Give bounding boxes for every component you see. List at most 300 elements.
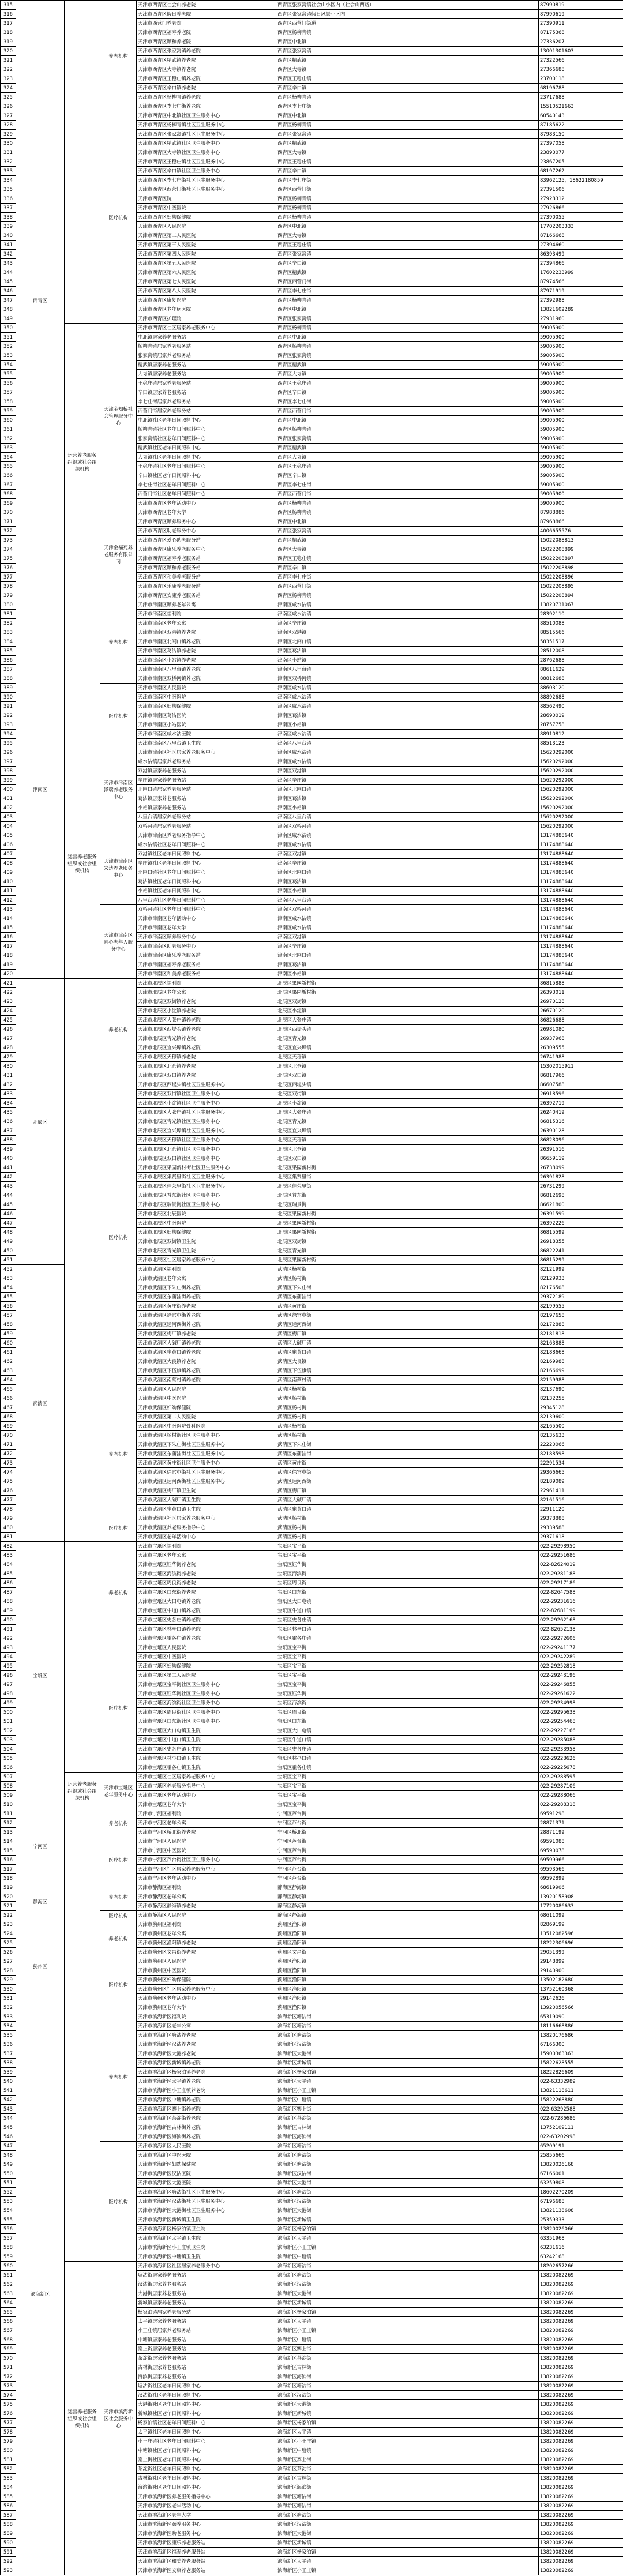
- row-number-cell: 485: [1, 1569, 16, 1579]
- address-cell: 宝坻区宝平街: [276, 1680, 539, 1689]
- institution-name-cell: 天津市津南区中医医院: [137, 693, 276, 702]
- table-row: [1, 1, 623, 10]
- region-cell: 西青区: [16, 1, 65, 600]
- row-number-cell: 397: [1, 757, 16, 767]
- phone-cell: 15620292000: [539, 813, 623, 822]
- row-number-cell: 392: [1, 711, 16, 720]
- phone-cell: 13820082269: [539, 2455, 623, 2465]
- phone-cell: 86659119: [539, 1154, 623, 1163]
- address-cell: 滨海新区新城镇: [276, 2409, 539, 2419]
- address-cell: 滨海新区塘沽街: [276, 2022, 539, 2031]
- address-cell: 武清区杨村街: [276, 1394, 539, 1403]
- row-number-cell: 464: [1, 1376, 16, 1385]
- address-cell: 津南区辛庄镇: [276, 942, 539, 951]
- phone-cell: 15302015911: [539, 1062, 623, 1071]
- phone-cell: 13820082269: [539, 2539, 623, 2548]
- address-cell: 宝坻区口东街: [276, 1717, 539, 1726]
- institution-name-cell: 寨上街居家养老服务站: [137, 2345, 276, 2354]
- row-number-cell: 381: [1, 610, 16, 619]
- phone-cell: 28512008: [539, 647, 623, 656]
- phone-cell: 29148899: [539, 1957, 623, 1966]
- row-number-cell: 325: [1, 93, 16, 102]
- address-cell: 武清区杨村街: [276, 1422, 539, 1431]
- address-cell: 宝坻区周良街: [276, 1579, 539, 1588]
- category-cell: 运营养老服务组织或社会组织机构: [65, 748, 100, 979]
- phone-cell: 86815888: [539, 979, 623, 988]
- address-cell: 西青区张家窝镇: [276, 434, 539, 444]
- row-number-cell: 402: [1, 803, 16, 813]
- table-row: [1, 1883, 623, 1892]
- category-cell: [65, 1920, 100, 2012]
- address-cell: 滨海新区古林街: [276, 2363, 539, 2372]
- row-number-cell: 514: [1, 1837, 16, 1846]
- row-number-cell: 425: [1, 1016, 16, 1025]
- address-cell: 津南区咸水沽镇: [276, 702, 539, 711]
- row-number-cell: 452: [1, 1265, 16, 1274]
- institution-name-cell: 古林街居家养老服务站: [137, 2363, 276, 2372]
- phone-cell: 86815316: [539, 1117, 623, 1126]
- phone-cell: 67196688: [539, 2197, 623, 2206]
- phone-cell: 13174888640: [539, 942, 623, 951]
- row-number-cell: 571: [1, 2363, 16, 2372]
- phone-cell: 13821138608: [539, 2206, 623, 2215]
- row-number-cell: 376: [1, 564, 16, 573]
- institution-name-cell: 王稳庄镇社区老年日间照料中心: [137, 462, 276, 471]
- institution-name-cell: 天津市西青区王稳庄镇养老院: [137, 74, 276, 84]
- phone-cell: 26670120: [539, 1007, 623, 1016]
- institution-name-cell: 小站镇社区老年日间照料中心: [137, 887, 276, 896]
- institution-name-cell: 天津市滨海新区海滨街养老院: [137, 2132, 276, 2142]
- row-number-cell: 494: [1, 1653, 16, 1662]
- address-cell: 北辰区大张庄镇: [276, 1016, 539, 1025]
- row-number-cell: 484: [1, 1560, 16, 1569]
- phone-cell: 022-82681199: [539, 1606, 623, 1616]
- type-cell: 医疗机构: [100, 1957, 137, 2012]
- phone-cell: 28757758: [539, 720, 623, 730]
- address-cell: 滨海新区大港街: [276, 2529, 539, 2539]
- phone-cell: 82166699: [539, 1366, 623, 1376]
- phone-cell: 87974566: [539, 277, 623, 287]
- row-number-cell: 380: [1, 600, 16, 610]
- address-cell: 津南区辛庄镇: [276, 619, 539, 628]
- phone-cell: 022-29246855: [539, 1680, 623, 1689]
- institution-name-cell: 天津市西青区妇幼保健院: [137, 213, 276, 222]
- phone-cell: 18222306696: [539, 1939, 623, 1948]
- phone-cell: 59005900: [539, 351, 623, 361]
- institution-name-cell: 天津市津南区葛沽医院: [137, 711, 276, 720]
- institution-name-cell: 天津市滨海新区中塘镇养老院: [137, 2096, 276, 2105]
- institution-name-cell: 天津市西青区康乐养老服务中心: [137, 545, 276, 554]
- phone-cell: 23867205: [539, 157, 623, 167]
- row-number-cell: 466: [1, 1394, 16, 1403]
- phone-cell: 13820082269: [539, 2557, 623, 2566]
- row-number-cell: 547: [1, 2142, 16, 2151]
- row-number-cell: 542: [1, 2096, 16, 2105]
- phone-cell: 25855666: [539, 2151, 623, 2160]
- type-cell: 医疗机构: [100, 684, 137, 748]
- row-number-cell: 531: [1, 1994, 16, 2003]
- institution-name-cell: 天津市西青区颐养服务中心: [137, 517, 276, 527]
- address-cell: 武清区梅厂镇: [276, 1330, 539, 1339]
- row-number-cell: 428: [1, 1043, 16, 1053]
- row-number-cell: 419: [1, 960, 16, 970]
- row-number-cell: 552: [1, 2188, 16, 2197]
- phone-cell: 13174888640: [539, 896, 623, 905]
- phone-cell: 59005900: [539, 416, 623, 425]
- row-number-cell: 564: [1, 2299, 16, 2308]
- institution-name-cell: 天津市北辰区佳荣里街社区卫生服务中心: [137, 1182, 276, 1191]
- address-cell: 滨海新区杨家泊镇: [276, 2419, 539, 2428]
- address-cell: 滨海新区小王庄镇: [276, 2086, 539, 2096]
- institution-name-cell: 天津市蓟州区妇幼保健院: [137, 1976, 276, 1985]
- phone-cell: 59005900: [539, 342, 623, 351]
- institution-name-cell: 天津市蓟州区文昌街养老院: [137, 1948, 276, 1957]
- phone-cell: 13174888640: [539, 970, 623, 979]
- address-cell: 西青区西营门街: [276, 582, 539, 591]
- type-cell: 医疗机构: [100, 2142, 137, 2262]
- row-number-cell: 487: [1, 1588, 16, 1597]
- institution-name-cell: 天津市武清区第二人民医院: [137, 1413, 276, 1422]
- row-number-cell: 454: [1, 1283, 16, 1293]
- address-cell: 西青区中北镇: [276, 517, 539, 527]
- row-number-cell: 583: [1, 2474, 16, 2483]
- institution-name-cell: 天津市宝坻区牛道口镇卫生院: [137, 1736, 276, 1745]
- phone-cell: 17702203333: [539, 222, 623, 231]
- row-number-cell: 488: [1, 1597, 16, 1606]
- phone-cell: 15022208898: [539, 564, 623, 573]
- phone-cell: 69592899: [539, 1874, 623, 1883]
- row-number-cell: 541: [1, 2086, 16, 2096]
- row-number-cell: 439: [1, 1145, 16, 1154]
- phone-cell: 13820082269: [539, 2566, 623, 2575]
- institution-name-cell: 天津市宝坻区史各庄镇养老院: [137, 1616, 276, 1625]
- address-cell: 北辰区双口镇: [276, 1154, 539, 1163]
- row-number-cell: 405: [1, 831, 16, 840]
- phone-cell: 13820082269: [539, 2271, 623, 2280]
- row-number-cell: 570: [1, 2354, 16, 2363]
- phone-cell: 86812698: [539, 1191, 623, 1200]
- phone-cell: 22291534: [539, 1459, 623, 1468]
- row-number-cell: 537: [1, 2049, 16, 2059]
- phone-cell: 26391516: [539, 1145, 623, 1154]
- address-cell: 津南区小站镇: [276, 970, 539, 979]
- address-cell: 宝坻区口东街: [276, 1588, 539, 1597]
- institution-name-cell: 天津市西青区辛口镇社区卫生服务中心: [137, 167, 276, 176]
- institution-name-cell: 天津市北辰区集贤里街社区卫生服务中心: [137, 1173, 276, 1182]
- institution-name-cell: 天津市滨海新区老年公寓: [137, 2022, 276, 2031]
- address-cell: 滨海新区塘沽街: [276, 2188, 539, 2197]
- phone-cell: 65209191: [539, 2142, 623, 2151]
- phone-cell: 022-82647588: [539, 1588, 623, 1597]
- row-number-cell: 342: [1, 250, 16, 259]
- row-number-cell: 521: [1, 1902, 16, 1911]
- row-number-cell: 449: [1, 1237, 16, 1246]
- institution-name-cell: 天津市滨海新区小王庄镇养老院: [137, 2086, 276, 2096]
- institution-name-cell: 天津市北辰区天穆镇社区卫生服务中心: [137, 1136, 276, 1145]
- type-cell: 养老机构: [100, 600, 137, 684]
- institution-name-cell: 天津市滨海新区茶淀街养老院: [137, 2114, 276, 2123]
- phone-cell: 15900363363: [539, 2049, 623, 2059]
- phone-cell: 26970128: [539, 997, 623, 1007]
- institution-name-cell: 茶淀街社区老年日间照料中心: [137, 2465, 276, 2474]
- row-number-cell: 348: [1, 305, 16, 314]
- row-number-cell: 394: [1, 730, 16, 739]
- phone-cell: 67166300: [539, 2040, 623, 2049]
- address-cell: 津南区八里台镇: [276, 813, 539, 822]
- type-cell: 天津市津南区宏达养老服务中心: [100, 831, 137, 905]
- address-cell: 武清区黄庄街: [276, 1302, 539, 1311]
- phone-cell: 13174888640: [539, 840, 623, 850]
- row-number-cell: 567: [1, 2326, 16, 2335]
- institution-name-cell: 天津市北辰区社区居家养老服务中心: [137, 1256, 276, 1265]
- phone-cell: 26390128: [539, 1126, 623, 1136]
- row-number-cell: 468: [1, 1413, 16, 1422]
- address-cell: 宁河区芦台街: [276, 1846, 539, 1856]
- address-cell: 武清区崔黄口镇: [276, 1505, 539, 1514]
- row-number-cell: 438: [1, 1136, 16, 1145]
- address-cell: 滨海新区太平镇: [276, 2234, 539, 2243]
- phone-cell: 59005900: [539, 471, 623, 480]
- row-number-cell: 383: [1, 628, 16, 637]
- address-cell: 西青区大寺镇: [276, 453, 539, 462]
- address-cell: 津南区咸水沽镇: [276, 914, 539, 923]
- address-cell: 武清区杨村街: [276, 1274, 539, 1283]
- address-cell: 滨海新区小王庄镇: [276, 2243, 539, 2252]
- row-number-cell: 538: [1, 2059, 16, 2068]
- row-number-cell: 337: [1, 204, 16, 213]
- institution-name-cell: 杨柳青镇居家养老服务站: [137, 342, 276, 351]
- phone-cell: 29051399: [539, 1948, 623, 1957]
- institution-name-cell: 天津市滨海新区康乐养老服务站: [137, 2539, 276, 2548]
- phone-cell: 13820082269: [539, 2372, 623, 2382]
- phone-cell: 69591298: [539, 1809, 623, 1819]
- phone-cell: 58351517: [539, 637, 623, 647]
- institution-name-cell: 天津市津南区康乐养老服务站: [137, 951, 276, 960]
- phone-cell: 87990619: [539, 10, 623, 19]
- phone-cell: 13820082269: [539, 2419, 623, 2428]
- row-number-cell: 413: [1, 905, 16, 914]
- type-cell: 天津金知桥社会管理服务中心: [100, 324, 137, 508]
- institution-name-cell: 咸水沽镇居家养老服务站: [137, 757, 276, 767]
- phone-cell: 86393499: [539, 250, 623, 259]
- row-number-cell: 390: [1, 693, 16, 702]
- row-number-cell: 407: [1, 850, 16, 859]
- phone-cell: 022-67286686: [539, 2114, 623, 2123]
- address-cell: 武清区杨村街: [276, 1265, 539, 1274]
- institution-name-cell: 天津市津南区妇幼保健院: [137, 702, 276, 711]
- institution-name-cell: 天津市宝坻区妇幼保健院: [137, 1662, 276, 1671]
- table-row: [1, 1773, 623, 1782]
- row-number-cell: 377: [1, 573, 16, 582]
- table-row: [1, 979, 623, 988]
- address-cell: 北辰区果园新村街: [276, 1163, 539, 1173]
- address-cell: 武清区杨村街: [276, 1413, 539, 1422]
- institution-name-cell: 汉沽街居家养老服务站: [137, 2280, 276, 2289]
- phone-cell: 59005900: [539, 453, 623, 462]
- institution-name-cell: 天津市西营门养老院: [137, 19, 276, 28]
- address-cell: 滨海新区寨上街: [276, 2345, 539, 2354]
- row-number-cell: 471: [1, 1440, 16, 1450]
- phone-cell: 15022088813: [539, 536, 623, 545]
- row-number-cell: 350: [1, 324, 16, 333]
- institution-name-cell: 天津市武清区中医医院: [137, 1394, 276, 1403]
- institution-name-cell: 李七庄街社区老年日间照料中心: [137, 480, 276, 490]
- row-number-cell: 491: [1, 1625, 16, 1634]
- row-number-cell: 388: [1, 674, 16, 684]
- phone-cell: 88603120: [539, 684, 623, 693]
- address-cell: 西青区杨柳青镇: [276, 425, 539, 434]
- row-number-cell: 474: [1, 1468, 16, 1477]
- address-cell: 宝坻区史各庄镇: [276, 1616, 539, 1625]
- address-cell: 西青区辛口镇: [276, 388, 539, 397]
- institution-name-cell: 天津市武清区南蔡村镇养老院: [137, 1376, 276, 1385]
- phone-cell: 13820082269: [539, 2465, 623, 2474]
- phone-cell: 26741988: [539, 1053, 623, 1062]
- row-number-cell: 387: [1, 665, 16, 674]
- institution-name-cell: 天津市西青区杨柳青镇社区卫生服务中心: [137, 121, 276, 130]
- address-cell: 津南区葛沽镇: [276, 960, 539, 970]
- phone-cell: 22220066: [539, 1440, 623, 1450]
- phone-cell: 69590078: [539, 1846, 623, 1856]
- row-number-cell: 448: [1, 1228, 16, 1237]
- phone-cell: 13820082269: [539, 2409, 623, 2419]
- phone-cell: 29339588: [539, 1523, 623, 1533]
- phone-cell: 87175368: [539, 28, 623, 37]
- phone-cell: 022-29287106: [539, 1782, 623, 1791]
- institution-name-cell: 天津市武清区下伍旗镇养老院: [137, 1366, 276, 1376]
- institution-name-cell: 天津市滨海新区古林街养老院: [137, 2123, 276, 2132]
- row-number-cell: 324: [1, 84, 16, 93]
- phone-cell: 13820082269: [539, 2446, 623, 2455]
- phone-cell: 27391506: [539, 185, 623, 194]
- address-cell: 蓟州区渔阳镇: [276, 1976, 539, 1985]
- row-number-cell: 363: [1, 444, 16, 453]
- institution-name-cell: 天津市宝坻区口东街养老院: [137, 1588, 276, 1597]
- address-cell: 北辰区双街镇: [276, 997, 539, 1007]
- address-cell: 西青区西营门街: [276, 277, 539, 287]
- address-cell: 滨海新区寨上街: [276, 2105, 539, 2114]
- address-cell: 宝坻区霍各庄镇: [276, 1763, 539, 1773]
- institution-name-cell: 天津市武清区下朱庄街养老院: [137, 1283, 276, 1293]
- phone-cell: 86826688: [539, 1016, 623, 1025]
- phone-cell: 13174888640: [539, 914, 623, 923]
- phone-cell: 26309555: [539, 1043, 623, 1053]
- phone-cell: 13174888640: [539, 887, 623, 896]
- row-number-cell: 550: [1, 2169, 16, 2179]
- address-cell: 西青区精武镇: [276, 139, 539, 148]
- institution-name-cell: 天津市滨海新区人民医院: [137, 2142, 276, 2151]
- row-number-cell: 412: [1, 896, 16, 905]
- institution-name-cell: 天津市武清区东蒲洼街社区卫生服务中心: [137, 1450, 276, 1459]
- institution-name-cell: 天津市宝坻区周良街社区卫生服务中心: [137, 1708, 276, 1717]
- address-cell: 滨海新区塘沽街: [276, 2142, 539, 2151]
- phone-cell: 022-29251686: [539, 1551, 623, 1560]
- address-cell: 滨海新区汉沽街: [276, 2040, 539, 2049]
- institution-name-cell: 中塘镇社区老年日间照料中心: [137, 2446, 276, 2455]
- phone-cell: 15620292000: [539, 757, 623, 767]
- row-number-cell: 463: [1, 1366, 16, 1376]
- institution-name-cell: 天津市宝坻区老年公寓: [137, 1551, 276, 1560]
- region-cell: 宝坻区: [16, 1542, 65, 1809]
- row-number-cell: 469: [1, 1422, 16, 1431]
- address-cell: 西青区李七庄街: [276, 287, 539, 296]
- phone-cell: 18222826609: [539, 2068, 623, 2077]
- phone-cell: 13174888640: [539, 859, 623, 868]
- institution-name-cell: 天津市武清区杨村街社区卫生服务中心: [137, 1431, 276, 1440]
- address-cell: 西青区杨柳青镇: [276, 499, 539, 508]
- address-cell: 西青区精武镇: [276, 536, 539, 545]
- phone-cell: 13820082269: [539, 2483, 623, 2492]
- address-cell: 西青区精武镇: [276, 56, 539, 65]
- institution-name-cell: 天津市津南区颐养服务中心: [137, 933, 276, 942]
- institution-name-cell: 新城镇居家养老服务站: [137, 2299, 276, 2308]
- phone-cell: 82869199: [539, 1920, 623, 1929]
- institution-name-cell: 天津市西青区第四人民医院: [137, 250, 276, 259]
- address-cell: 武清区运河西街: [276, 1320, 539, 1330]
- row-number-cell: 327: [1, 111, 16, 121]
- phone-cell: 82181818: [539, 1330, 623, 1339]
- row-number-cell: 432: [1, 1080, 16, 1090]
- institution-name-cell: 天津市滨海新区杨家泊镇卫生院: [137, 2225, 276, 2234]
- phone-cell: 22961411: [539, 1486, 623, 1496]
- row-number-cell: 497: [1, 1680, 16, 1689]
- address-cell: 武清区杨村街: [276, 1533, 539, 1542]
- institution-name-cell: 天津市津南区老年活动中心: [137, 914, 276, 923]
- phone-cell: 82165500: [539, 1422, 623, 1431]
- address-cell: 滨海新区小王庄镇: [276, 2326, 539, 2335]
- row-number-cell: 461: [1, 1348, 16, 1357]
- institution-name-cell: 天津市北辰区双口镇社区卫生服务中心: [137, 1154, 276, 1163]
- institution-name-cell: 双桥河镇居家养老服务站: [137, 822, 276, 831]
- address-cell: 滨海新区汉沽街: [276, 2391, 539, 2400]
- row-number-cell: 586: [1, 2502, 16, 2511]
- institution-name-cell: 天津市西青区精武镇养老院: [137, 56, 276, 65]
- institution-name-cell: 张家窝镇居家养老服务站: [137, 351, 276, 361]
- address-cell: 津南区八里台镇: [276, 896, 539, 905]
- institution-name-cell: 新城镇社区老年日间照料中心: [137, 2409, 276, 2419]
- institution-name-cell: 天津市滨海新区汉沽养老院: [137, 2040, 276, 2049]
- address-cell: 北辰区天穆镇: [276, 1136, 539, 1145]
- phone-cell: 82189089: [539, 1477, 623, 1486]
- category-cell: [65, 1883, 100, 1920]
- row-number-cell: 440: [1, 1154, 16, 1163]
- phone-cell: 29372189: [539, 1293, 623, 1302]
- institution-name-cell: 天津市西青区老年活动中心: [137, 499, 276, 508]
- row-number-cell: 533: [1, 2012, 16, 2022]
- institution-name-cell: 天津市西青区张家窝镇社区卫生服务中心: [137, 130, 276, 139]
- row-number-cell: 435: [1, 1108, 16, 1117]
- address-cell: 宝坻区宝平街: [276, 1643, 539, 1653]
- category-cell: [65, 600, 100, 748]
- address-cell: 津南区双港镇: [276, 628, 539, 637]
- address-cell: 西青区中北镇: [276, 333, 539, 342]
- address-cell: 滨海新区汉沽街: [276, 2520, 539, 2529]
- address-cell: 宝坻区海滨街: [276, 1569, 539, 1579]
- phone-cell: 18202657266: [539, 2262, 623, 2271]
- address-cell: 西青区辛口镇: [276, 471, 539, 480]
- address-cell: 宁河区芦台街: [276, 1809, 539, 1819]
- address-cell: 西青区西营门街道: [276, 19, 539, 28]
- phone-cell: 022-29225678: [539, 1763, 623, 1773]
- phone-cell: 022-63202998: [539, 2132, 623, 2142]
- row-number-cell: 470: [1, 1431, 16, 1440]
- phone-cell: 68196788: [539, 84, 623, 93]
- row-number-cell: 499: [1, 1699, 16, 1708]
- phone-cell: 022-63332989: [539, 2077, 623, 2086]
- institution-name-cell: 杨家泊镇居家养老服务站: [137, 2308, 276, 2317]
- row-number-cell: 406: [1, 840, 16, 850]
- address-cell: 宝坻区钰华街: [276, 1560, 539, 1569]
